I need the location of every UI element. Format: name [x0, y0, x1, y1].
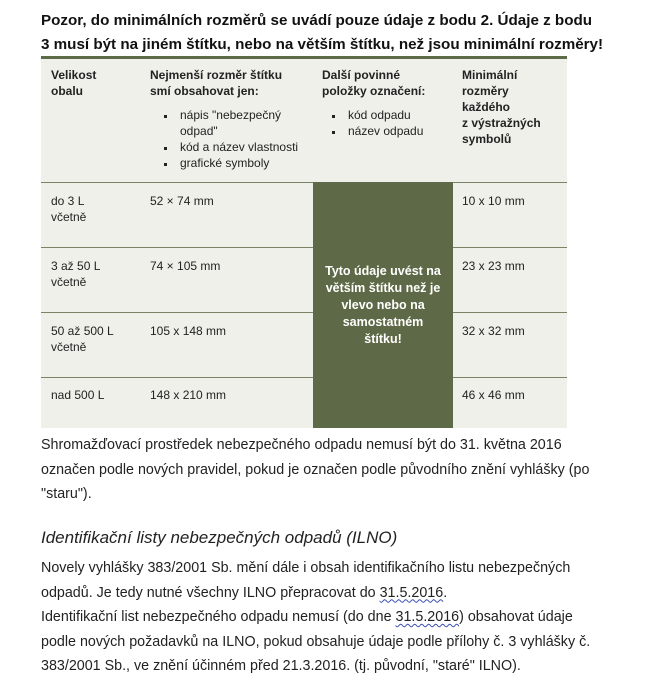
cell-size: 50 až 500 L včetně: [51, 324, 114, 354]
other-items-list: [322, 107, 450, 139]
row-divider: [41, 377, 567, 378]
table-top-rule: [41, 56, 567, 59]
cell-symbol-size: 32 x 32 mm: [462, 324, 525, 338]
ilno-paragraph: Novely vyhlášky 383/2001 Sb. mění dále i obsah identifikačního listu nebezpečných odpadů. Je tedy nutné všechny ILNO přepracovat do 31.5.2016. Identifikační list nebezpečného odpadu nemusí (do dne 31.5.2016) obsahovat údaje podle nových požadavků na ILNO, pokud obsahuje údaje podle přílohy č. 3 vyhlášky č. 383/2001 Sb., ve znění účinném před 21.3.2016. (tj. původní, "staré" ILNO).: [41, 560, 591, 674]
cell-min-label: 105 x 148 mm: [150, 324, 227, 338]
header-min-label: Nejmenší rozměr štítku smí obsahovat jen: ▪ nápis "nebezpečný odpad" ▪ kód a název vlastnosti ▪ grafické symboly: [150, 67, 315, 171]
min-label-list: [150, 107, 315, 171]
deadline-date: 31.5.2016: [379, 584, 444, 601]
row-divider: [41, 247, 567, 248]
row-divider: [41, 312, 567, 313]
cell-size: nad 500 L: [51, 388, 105, 402]
cell-size: 3 až 50 L včetně: [51, 259, 101, 289]
intro-line-1: Pozor, do minimálních rozměrů se uvádí pouze údaje z bodu 2. Údaje z bodu: [41, 12, 593, 29]
merged-note-cell: [313, 182, 453, 428]
header-package-size: Velikost obalu: [51, 68, 97, 98]
cell-min-label: 74 × 105 mm: [150, 259, 221, 273]
header-symbol-size: Minimální rozměry každého z výstražných symbolů: [462, 68, 541, 146]
intro-warning: [41, 9, 641, 57]
list-item: ▪ kód a název vlastnosti: [176, 139, 315, 155]
cell-symbol-size: 46 x 46 mm: [462, 388, 525, 402]
transition-paragraph: Shromažďovací prostředek nebezpečného odpadu nemusí být do 31. května 2016 označen podle nových pravidel, pokud je označen podle původního znění vyhlášky (po "staru").: [41, 437, 590, 502]
header-other-items: Další povinné položky označení: ▪ kód odpadu ▪ název odpadu: [322, 67, 450, 139]
intro-line-2: 3 musí být na jiném štítku, nebo na větším štítku, než jsou minimální rozměry!: [41, 36, 604, 53]
list-item: ▪ nápis "nebezpečný odpad": [176, 107, 315, 139]
cell-size: do 3 L včetně: [51, 194, 87, 224]
deadline-date: 31.5.2016: [395, 609, 460, 625]
cell-min-label: 148 x 210 mm: [150, 388, 227, 402]
label-size-table: [41, 56, 567, 428]
list-item: ▪ název odpadu: [344, 123, 450, 139]
cell-symbol-size: 23 x 23 mm: [462, 259, 525, 273]
cell-symbol-size: 10 x 10 mm: [462, 194, 525, 208]
section-heading: Identifikační listy nebezpečných odpadů (ILNO): [41, 528, 398, 547]
merged-note-text: Tyto údaje uvést na větším štítku než je vlevo nebo na samostatném štítku!: [325, 263, 441, 346]
cell-min-label: 52 × 74 mm: [150, 194, 214, 208]
list-item: ▪ grafické symboly: [176, 155, 315, 171]
row-divider: [41, 182, 567, 183]
list-item: ▪ kód odpadu: [344, 107, 450, 123]
